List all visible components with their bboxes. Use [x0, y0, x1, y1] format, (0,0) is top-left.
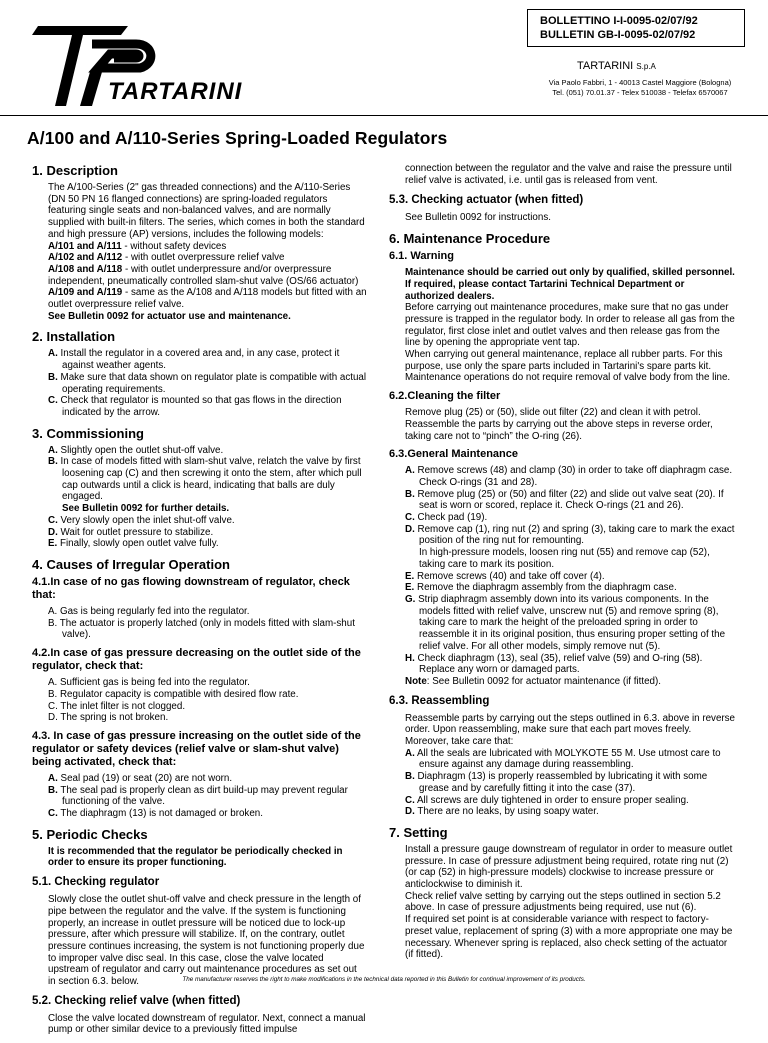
subsection-heading: 4.1.In case of no gas flowing downstream of regulator, check that:	[32, 575, 350, 601]
section-heading: 1. Description	[32, 163, 118, 178]
bold-warning: Maintenance should be carried out only by qualified, skilled personnel. If required, please contact Tartarini Technical Department or authorized dealers.	[405, 267, 735, 302]
list-item: A. Seal pad (19) or seat (20) are not worn.	[48, 772, 233, 784]
header-divider	[0, 115, 768, 116]
section-commissioning	[32, 426, 367, 550]
list-item: A. All the seals are lubricated with MOLYKOTE 55 M. Use utmost care to ensure against any damage during reassembling.	[405, 747, 721, 771]
list-item: A. Install the regulator in a covered area and, in any case, protect it against weather agents.	[48, 348, 340, 372]
section-relief-valve-continued	[389, 163, 736, 186]
model-line: A/102 and A/112 - with outlet overpressure relief valve	[48, 252, 285, 264]
bold-note: See Bulletin 0092 for further details.	[62, 503, 230, 515]
subsection-heading: 5.3. Checking actuator (when fitted)	[389, 194, 584, 207]
paragraph: Maintenance operations do not require removal of valve body from the line.	[405, 372, 731, 384]
subsection-heading: 6.3.General Maintenance	[389, 448, 518, 461]
bold-note: See Bulletin 0092 for actuator use and maintenance.	[48, 310, 291, 322]
company-suffix: S.p.A	[636, 62, 656, 71]
list-item: D. Wait for outlet pressure to stabilize.	[48, 526, 214, 538]
bulletin-number-gb: BULLETIN GB-I-0095-02/07/92	[540, 29, 696, 41]
section-heading: 4. Causes of Irregular Operation	[32, 556, 230, 572]
bulletin-number-it: BOLLETTINO I-I-0095-02/07/92	[540, 15, 698, 27]
paragraph: See Bulletin 0092 for instructions.	[405, 212, 551, 224]
paragraph: connection between the regulator and the valve and raise the pressure until relief valve is activated, i.e. until gas is released from vent.	[405, 163, 732, 186]
address-line-2: Tel. (051) 70.01.37 - Telex 510038 - Telefax 6570067	[552, 88, 728, 97]
list-item: B. The actuator is properly latched (only in models fitted with slam-shut valve).	[48, 617, 355, 641]
list-item: D. Remove cap (1), ring nut (2) and spring (3), taking care to mark the exact position of the ring nut for remounting.	[405, 523, 735, 547]
paragraph: Slowly close the outlet shut-off valve and check pressure in the length of pipe between the regulator and the valve. If the system is functioning properly, an increase in outlet pressure will be noticed due to lock-up pressure, after which pressure will stabilize. If, on the contrary, outlet pressure continues increasing, the system is not functioning properly due to improper valve disc seal. In this case, close the valve located upstream of regulator and carry out maintenance procedures as set out in section 6.3. below.	[48, 894, 365, 988]
subsection-heading: 6.1. Warning	[389, 250, 454, 263]
subsection-heading: 6.2.Cleaning the filter	[389, 390, 501, 403]
list-item: C. The diaphragm (13) is not damaged or broken.	[48, 808, 263, 820]
list-item: E. Finally, slowly open outlet valve fully.	[48, 538, 219, 550]
list-item: B. In case of models fitted with slam-shut valve, relatch the valve by first loosening cap (C) and then screwing it onto the stem, after which pull cap outwards until a click is heard, indicating that balls are duly engaged.	[48, 456, 362, 503]
left-column	[32, 163, 367, 1043]
paragraph: If required set point is at considerable variance with respect to factory-preset value, replacement of spring (3) with a more appropriate one may be necessary. Whenever spring is replaced, also check setting of the actuator (if fitted).	[405, 914, 733, 961]
footer-disclaimer: The manufacturer reserves the right to make modifications in the technical data reported in this Bulletin for continual improvement of its products.	[182, 976, 586, 983]
subsection-heading: 4.2.In case of gas pressure decreasing on the outlet side of the regulator, check that:	[32, 647, 361, 673]
list-item: G. Strip diaphragm assembly down into its various components. In the models fitted with relief valve, unscrew nut (5) and remove spring (8), taking care to mark the height of the preloaded spring in order to reassemble it in its original position, thus ensuring proper setting of the relief valve. For all other models, simply remove nut (5).	[405, 593, 726, 652]
right-column	[389, 163, 736, 968]
list-item: A. Remove screws (48) and clamp (30) in order to take off diaphragm case. Check O-rings (31 and 28).	[405, 465, 733, 488]
section-periodic-checks	[32, 827, 367, 1036]
list-item: B. The seal pad is properly clean as dirt build-up may prevent regular functioning of the valve.	[48, 784, 348, 808]
paragraph: Before carrying out maintenance procedures, make sure that no gas under pressure is trapped in the regulator body. In order to release all gas from the regulator, first close inlet and outlet valves and then release gas from the line by opening the appropriate vent tap.	[405, 302, 735, 349]
paragraph: Remove plug (25) or (50), slide out filter (22) and clean it with petrol. Reassemble the parts by carrying out the above steps in reverse order, taking care not to “pinch” the O-ring (26).	[405, 407, 713, 442]
list-item: E. Remove the diaphragm assembly from the diaphragm case.	[405, 582, 677, 594]
section-description	[32, 163, 367, 322]
logo-wordmark: TARTARINI	[108, 78, 243, 105]
section-heading: 2. Installation	[32, 329, 116, 345]
address-line-1: Via Paolo Fabbri, 1 - 40013 Castel Maggiore (Bologna)	[548, 78, 732, 87]
list-item: H. Check diaphragm (13), seal (35), relief valve (59) and O-ring (58). Replace any worn or damaged parts.	[405, 652, 703, 676]
section-heading: 3. Commissioning	[32, 425, 144, 441]
list-item: C. Check pad (19).	[405, 512, 488, 524]
document-title: A/100 and A/110-Series Spring-Loaded Regulators	[27, 128, 448, 148]
paragraph: Check relief valve setting by carrying out the steps outlined in section 5.2 above. In case of pressure adjustments being required, use nut (6).	[405, 890, 721, 914]
subsection-heading: 6.3. Reassembling	[389, 694, 490, 707]
list-item: A. Slightly open the outlet shut-off valve.	[48, 444, 224, 456]
list-item: B. Remove plug (25) or (50) and filter (22) and slide out valve seat (20). If seat is worn or scored, replace it. Check O-rings (21 and 26).	[405, 488, 724, 512]
list-item: B. Make sure that data shown on regulator plate is compatible with actual operating requirements.	[48, 371, 367, 395]
list-item: E. Remove screws (40) and take off cover (4).	[405, 570, 605, 582]
list-item-continued: In high-pressure models, loosen ring nut (55) and remove cap (52), taking care to mark its position.	[419, 547, 710, 570]
model-line: A/109 and A/119 - same as the A/108 and A/118 models but fitted with an outlet overpressure relief valve.	[48, 287, 367, 311]
paragraph: Reassemble parts by carrying out the steps outlined in 6.3. above in reverse order. Upon reassembling, make sure that each part moves freely. Moreover, take care that:	[405, 712, 736, 748]
bulletin-number-box	[527, 9, 745, 47]
list-item: C. Very slowly open the inlet shut-off valve.	[48, 514, 235, 526]
section-heading: 6. Maintenance Procedure	[389, 231, 551, 247]
subsection-heading: 5.1. Checking regulator	[32, 876, 160, 889]
section-checking-actuator	[389, 193, 736, 224]
paragraph: The A/100-Series (2" gas threaded connections) and the A/110-Series (DN 50 PN 16 flanged connections) are spring-loaded regulators featuring single seats and non-balanced valves, and are normally supplied with built-in filters. The series, which comes in both the standard and high pressure (AP) versions, includes the following models:	[48, 182, 365, 240]
company-address	[528, 78, 752, 98]
section-heading: 5. Periodic Checks	[32, 826, 148, 842]
list-item: D. There are no leaks, by using soapy water.	[405, 806, 599, 818]
model-line: A/101 and A/111 - without safety devices	[48, 240, 227, 252]
paragraph: When carrying out general maintenance, replace all rubber parts. For this purpose, use only the spare parts included in Tartarini's spare parts kit.	[405, 349, 723, 372]
list-item: B. Diaphragm (13) is properly reassembled by lubricating it with some grease and by carefully fitting it into the case (37).	[405, 771, 708, 794]
section-maintenance	[389, 231, 736, 818]
company-name-text: TARTARINI	[577, 60, 634, 72]
section-installation	[32, 329, 367, 418]
section-setting	[389, 825, 736, 961]
model-line: A/108 and A/118 - with outlet underpressure and/or overpressure independent, pneumatically controlled slam-shut valve (OS/66 actuator)	[48, 263, 359, 287]
section-irregular-operation	[32, 557, 367, 820]
subsection-heading: 5.2. Checking relief valve (when fitted)	[32, 994, 241, 1007]
list-item: C. The inlet filter is not clogged.	[48, 700, 186, 712]
paragraph: Close the valve located downstream of regulator. Next, connect a manual pump or other similar device to a previously fitted impulse	[48, 1012, 366, 1036]
list-item: A. Sufficient gas is being fed into the regulator.	[48, 677, 250, 689]
maintenance-note: Note: See Bulletin 0092 for actuator maintenance (if fitted).	[405, 675, 661, 687]
list-item: A. Gas is being regularly fed into the regulator.	[48, 605, 250, 617]
list-item: B. Regulator capacity is compatible with desired flow rate.	[48, 688, 299, 700]
subsection-heading: 4.3. In case of gas pressure increasing on the outlet side of the regulator or safety devices (relief valve or slam-shut valve) being activated, check that:	[32, 729, 361, 768]
paragraph: Install a pressure gauge downstream of regulator in order to measure outlet pressure. In case of pressure adjustment being required, rotate ring nut (2) (or cap (52) in high-pressure models) clockwise to increase pressure or anticlockwise to diminish it.	[405, 843, 733, 891]
list-item: D. The spring is not broken.	[48, 712, 169, 724]
section-heading: 7. Setting	[389, 824, 448, 840]
bold-note: It is recommended that the regulator be periodically checked in order to ensure its proper functioning.	[48, 845, 343, 869]
list-item: C. All screws are duly tightened in order to ensure proper sealing.	[405, 794, 689, 806]
list-item: C. Check that regulator is mounted so that gas flows in the direction indicated by the arrow.	[48, 395, 342, 418]
company-name	[577, 60, 656, 72]
